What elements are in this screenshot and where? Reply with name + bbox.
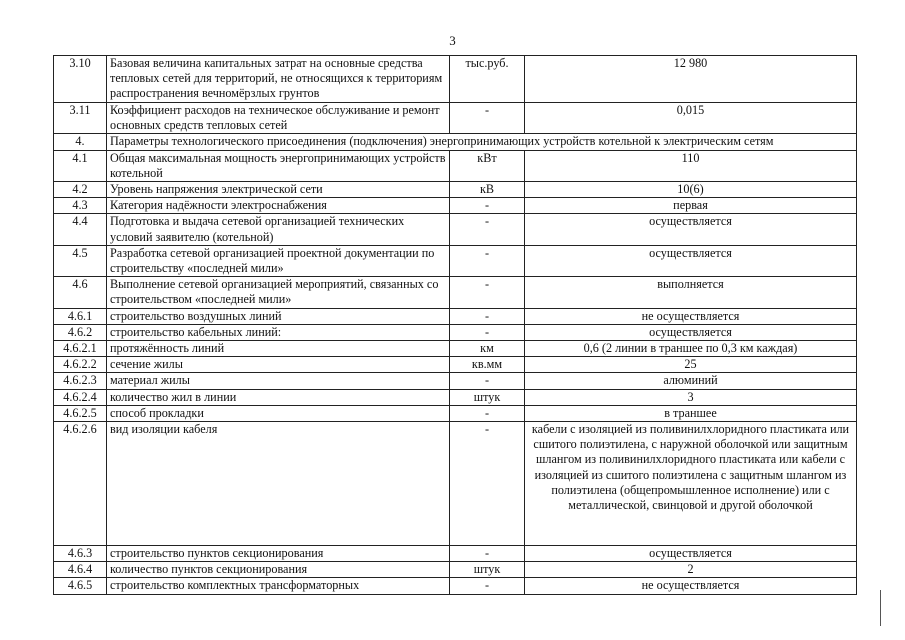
row-unit: - [450, 405, 525, 421]
row-number: 4.1 [54, 150, 107, 181]
row-unit: кВт [450, 150, 525, 181]
row-unit: - [450, 373, 525, 389]
table-row [54, 422, 857, 546]
row-value: осуществляется [525, 324, 857, 340]
row-description: способ прокладки [107, 405, 450, 421]
row-description: строительство пунктов секционирования [107, 546, 450, 562]
row-number: 4.6.2 [54, 324, 107, 340]
row-number: 4.6.2.6 [54, 422, 107, 546]
row-unit: штук [450, 389, 525, 405]
row-value: 0,015 [525, 103, 857, 134]
row-number: 4.6.2.5 [54, 405, 107, 421]
row-description: Уровень напряжения электрической сети [107, 182, 450, 198]
table-row [54, 578, 857, 594]
table-row [54, 103, 857, 134]
table-row [54, 341, 857, 357]
row-number: 4.4 [54, 214, 107, 245]
row-number: 4.6.5 [54, 578, 107, 594]
row-value: 25 [525, 357, 857, 373]
row-unit: - [450, 198, 525, 214]
row-unit: - [450, 578, 525, 594]
row-number: 4.2 [54, 182, 107, 198]
table-row [54, 562, 857, 578]
row-value: осуществляется [525, 546, 857, 562]
row-description: строительство воздушных линий [107, 308, 450, 324]
row-unit: - [450, 245, 525, 276]
row-number: 4.6.1 [54, 308, 107, 324]
row-unit: - [450, 103, 525, 134]
parameters-table [53, 55, 857, 595]
table-row [54, 198, 857, 214]
row-value: не осуществляется [525, 308, 857, 324]
row-description: протяжённость линий [107, 341, 450, 357]
row-number: 3.11 [54, 103, 107, 134]
table-row [54, 357, 857, 373]
table-row [54, 405, 857, 421]
row-unit: - [450, 324, 525, 340]
section-row [54, 134, 857, 150]
row-number: 4.6.3 [54, 546, 107, 562]
row-number: 4.5 [54, 245, 107, 276]
table-row [54, 150, 857, 181]
row-value: 2 [525, 562, 857, 578]
page-number: 3 [449, 33, 456, 48]
row-description: количество жил в линии [107, 389, 450, 405]
row-number: 4.6.4 [54, 562, 107, 578]
row-value: не осуществляется [525, 578, 857, 594]
row-description: Разработка сетевой организацией проектной документации по строительству «последней мили» [107, 245, 450, 276]
table-row [54, 373, 857, 389]
row-value: 0,6 (2 линии в траншее по 0,3 км каждая) [525, 341, 857, 357]
row-unit: кв.мм [450, 357, 525, 373]
row-unit: кВ [450, 182, 525, 198]
row-description: Коэффициент расходов на техническое обслуживание и ремонт основных средств тепловых сетей [107, 103, 450, 134]
row-value: в траншее [525, 405, 857, 421]
row-value: 12 980 [525, 56, 857, 103]
table-row [54, 546, 857, 562]
row-description: количество пунктов секционирования [107, 562, 450, 578]
row-description: Категория надёжности электроснабжения [107, 198, 450, 214]
table-row [54, 324, 857, 340]
table-row [54, 277, 857, 308]
row-description: Выполнение сетевой организацией мероприятий, связанных со строительством «последней мили» [107, 277, 450, 308]
row-description: Подготовка и выдача сетевой организацией технических условий заявителю (котельной) [107, 214, 450, 245]
row-unit: - [450, 214, 525, 245]
section-title: Параметры технологического присоединения (подключения) энергопринимающих устройств котельной к электрическим сетям [107, 134, 857, 150]
row-description: вид изоляции кабеля [107, 422, 450, 546]
row-description: строительство кабельных линий: [107, 324, 450, 340]
table-row [54, 389, 857, 405]
row-value: кабели с изоляцией из поливинилхлоридного пластиката или сшитого полиэтилена, с наружной оболочкой или защитным шлангом из поливинилхлоридного пластиката или кабели с изоляцией из сшитого полиэтилена с защитным шлангом из полиэтилена (общепромышленное исполнение) или с металлической, свинцовой и другой оболочкой [525, 422, 857, 546]
row-value: выполняется [525, 277, 857, 308]
table-row [54, 182, 857, 198]
row-number: 4.6.2.1 [54, 341, 107, 357]
table-body [54, 56, 857, 595]
row-value: алюминий [525, 373, 857, 389]
table-row [54, 56, 857, 103]
row-number: 4.3 [54, 198, 107, 214]
row-value: 10(6) [525, 182, 857, 198]
row-description: строительство комплектных трансформаторных [107, 578, 450, 594]
row-description: Общая максимальная мощность энергопринимающих устройств котельной [107, 150, 450, 181]
row-description: материал жилы [107, 373, 450, 389]
row-value: осуществляется [525, 214, 857, 245]
row-value: 3 [525, 389, 857, 405]
row-number: 4.6.2.3 [54, 373, 107, 389]
row-unit: тыс.руб. [450, 56, 525, 103]
row-unit: - [450, 308, 525, 324]
row-number: 3.10 [54, 56, 107, 103]
margin-line [880, 590, 881, 626]
row-description: Базовая величина капитальных затрат на основные средства тепловых сетей для территорий, не относящихся к территориям распространения вечномёрзлых грунтов [107, 56, 450, 103]
row-unit: - [450, 422, 525, 546]
row-number: 4.6 [54, 277, 107, 308]
row-number: 4.6.2.2 [54, 357, 107, 373]
row-unit: штук [450, 562, 525, 578]
row-description: сечение жилы [107, 357, 450, 373]
row-number: 4. [54, 134, 107, 150]
row-value: 110 [525, 150, 857, 181]
row-unit: км [450, 341, 525, 357]
row-unit: - [450, 546, 525, 562]
table-row [54, 308, 857, 324]
row-value: осуществляется [525, 245, 857, 276]
row-value: первая [525, 198, 857, 214]
table-row [54, 214, 857, 245]
row-unit: - [450, 277, 525, 308]
row-number: 4.6.2.4 [54, 389, 107, 405]
table-row [54, 245, 857, 276]
